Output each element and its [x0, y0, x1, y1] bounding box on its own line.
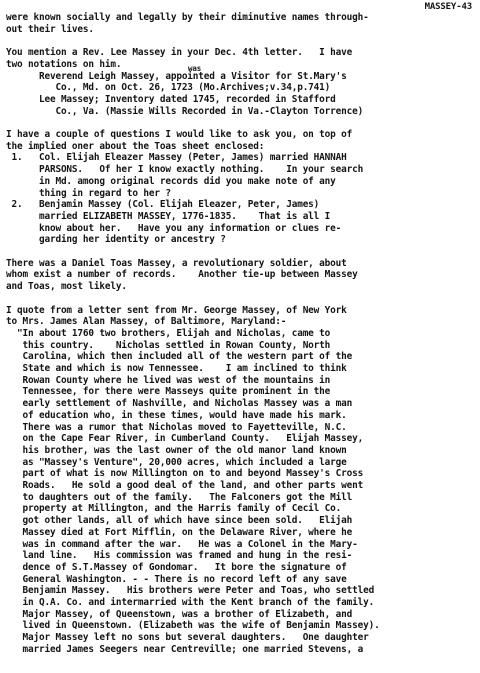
text-line: married James Seegers near Centreville; one married Stevens, a	[6, 643, 364, 655]
text-line: part of what is now Millington on to and beyond Massey's Cross	[6, 468, 364, 480]
text-line: in Q.A. Co. and intermarried with the Kent branch of the family.	[6, 597, 375, 608]
text-line: I have a couple of questions I would like to ask you, on top of	[6, 129, 353, 140]
page-reference-label: MASSEY-43	[424, 2, 472, 12]
text-line: Major Massey, of Queenstown, was a brother of Elizabeth, and	[6, 608, 353, 620]
text-line: in Md. among original records did you make note of any	[6, 175, 336, 187]
text-line: thing in regard to her ?	[6, 187, 171, 199]
text-line: There was a Daniel Toas Massey, a revolutionary soldier, about	[6, 257, 347, 269]
text-line: Reverend Leigh Massey, appointed a Visitor for St.Mary's	[6, 70, 347, 82]
text-line: 2. Benjamin Massey (Col. Elijah Eleazer, Peter, James)	[6, 199, 320, 211]
text-line: out their lives.	[6, 23, 94, 35]
text-line: of education who, in these times, would have made his mark.	[6, 409, 347, 421]
text-line: lived in Queenstown. (Elizabeth was the wife of Benjamin Massey).	[6, 620, 380, 632]
text-line: You mention a Rev. Lee Massey in your Dec. 4th letter. I have	[6, 47, 353, 59]
text-line: and Toas, most likely.	[6, 281, 127, 293]
text-line: was in command after the war. He was a Colonel in the Mary-	[6, 538, 358, 550]
text-line: Carolina, which then included all of the western part of the	[6, 351, 353, 363]
text-line: were known socially and legally by their diminutive names through-	[6, 12, 369, 23]
text-line: this country. Nicholas settled in Rowan County, North	[6, 339, 331, 351]
text-line: married ELIZABETH MASSEY, 1776-1835. That is all I	[6, 210, 331, 222]
text-line: garding her identity or ancestry ?	[6, 234, 226, 246]
handwritten-insertion: was	[188, 64, 202, 73]
text-line: Tennessee, for there were Masseys quite prominent in the	[6, 386, 331, 398]
text-line: property at Millington, and the Harris family of Cecil Co.	[6, 503, 342, 515]
text-line: State and which is now Tennessee. I am inclined to think	[6, 363, 347, 374]
text-line: to Mrs. James Alan Massey, of Baltimore, Maryland:-	[6, 316, 287, 328]
text-line: on the Cape Fear River, in Cumberland County. Elijah Massey,	[6, 433, 364, 445]
text-line: know about her. Have you any information or clues re-	[6, 222, 342, 234]
text-line: I quote from a letter sent from Mr. George Massey, of New York	[6, 304, 347, 316]
text-line: Lee Massey; Inventory dated 1745, recorded in Stafford	[6, 93, 336, 105]
text-line: land line. His commission was framed and hung in the resi-	[6, 550, 353, 562]
text-line: to daughters out of the family. The Falconers got the Mill	[6, 491, 353, 503]
text-line: Benjamin Massey. His brothers were Peter and Toas, who settled	[6, 585, 375, 597]
text-line: got other lands, all of which have since been sold. Elijah	[6, 515, 353, 527]
text-line: PARSONS. Of her I know exactly nothing. In your search	[6, 164, 364, 176]
text-line: two notations on him.	[6, 58, 122, 70]
text-line: Roads. He sold a good deal of the land, and other parts went	[6, 480, 364, 491]
text-line: General Washington. - - There is no record left of any save	[6, 573, 347, 585]
text-line: There was a rumor that Nicholas moved to Fayetteville, N.C.	[6, 421, 347, 433]
text-line: early settlement of Nashville, and Nicholas Massey was a man	[6, 398, 353, 410]
text-line: "In about 1760 two brothers, Elijah and Nicholas, came to	[6, 327, 331, 339]
text-line: the implied oner about the Toas sheet enclosed:	[6, 140, 265, 152]
text-line: Co., Md. on Oct. 26, 1723 (Mo.Archives;v.34,p.741)	[6, 82, 331, 94]
text-line: 1. Col. Elijah Eleazer Massey (Peter, James) married HANNAH	[6, 152, 347, 164]
text-line: Co., Va. (Massie Wills Recorded in Va.-Clayton Torrence)	[6, 105, 364, 117]
text-line: as "Massey's Venture", 20,000 acres, which included a large	[6, 456, 347, 468]
text-line: Rowan County where he lived was west of the mountains in	[6, 374, 331, 386]
text-line: whom exist a number of records. Another tie-up between Massey	[6, 269, 358, 281]
text-line: Massey died at Fort Mifflin, on the Delaware River, where he	[6, 526, 353, 538]
text-line: dence of S.T.Massey of Gondomar. It bore the signature of	[6, 561, 347, 573]
text-line: Major Massey left no sons but several daughters. One daughter	[6, 632, 369, 644]
text-line: his brother, was the last owner of the old manor land known	[6, 444, 347, 456]
